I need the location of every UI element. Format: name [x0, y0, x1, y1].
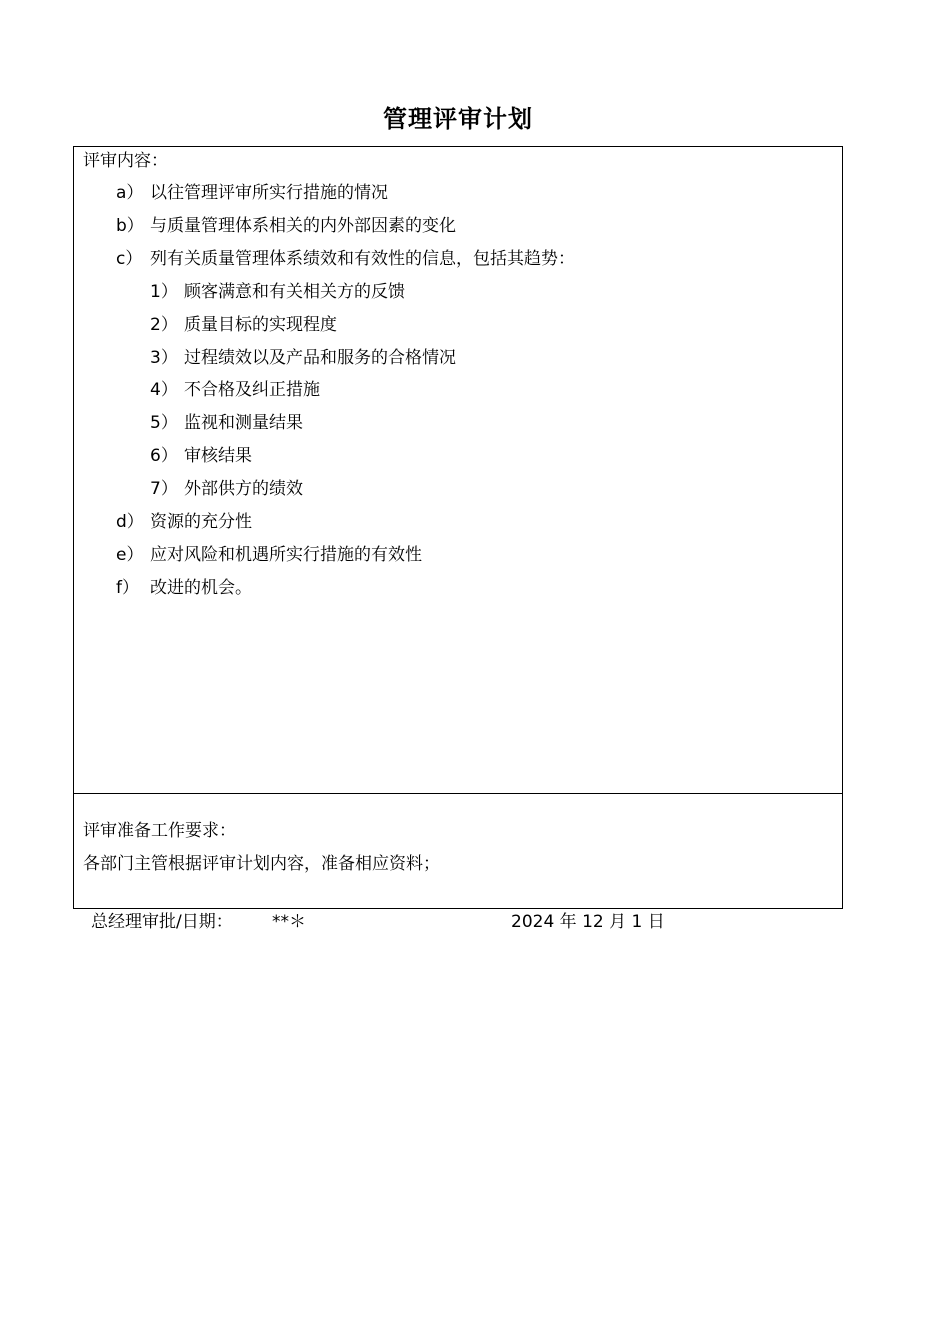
review-prep-cell — [74, 794, 842, 908]
list-item-text: 外部供方的绩效 — [184, 479, 303, 499]
list-item — [116, 542, 422, 568]
list-marker: 6） — [150, 446, 178, 466]
list-marker: d） — [116, 512, 144, 532]
review-prep-heading: 评审准备工作要求： — [83, 821, 236, 841]
list-item-text: 列有关质量管理体系绩效和有效性的信息，包括其趋势： — [150, 249, 575, 269]
review-plan-table — [73, 146, 843, 909]
list-item-text: 监视和测量结果 — [184, 413, 303, 433]
list-marker: b） — [116, 216, 144, 236]
list-marker: 2） — [150, 315, 178, 335]
list-item-text: 不合格及纠正措施 — [184, 380, 320, 400]
list-marker: 7） — [150, 479, 178, 499]
list-marker: 4） — [150, 380, 178, 400]
review-content-cell — [74, 147, 842, 794]
list-marker: f） — [116, 578, 139, 598]
approval-date: 2024 年 12 月 1 日 — [511, 912, 665, 932]
list-item-text: 顾客满意和有关相关方的反馈 — [184, 282, 405, 302]
list-marker: c） — [116, 249, 143, 269]
list-item — [116, 575, 252, 601]
list-marker: 3） — [150, 348, 178, 368]
list-marker: 5） — [150, 413, 178, 433]
list-item-text: 质量目标的实现程度 — [184, 315, 337, 335]
page-title: 管理评审计划 — [383, 105, 533, 133]
sub-list-item — [150, 279, 405, 305]
sub-list-item — [150, 476, 303, 502]
list-item-text: 以往管理评审所实行措施的情况 — [150, 183, 388, 203]
list-item-text: 应对风险和机遇所实行措施的有效性 — [150, 545, 422, 565]
review-content-heading: 评审内容： — [83, 151, 168, 171]
approval-label: 总经理审批/日期： — [91, 912, 233, 932]
sub-list-item — [150, 410, 303, 436]
list-item-text: 资源的充分性 — [150, 512, 252, 532]
list-item-text: 改进的机会。 — [150, 578, 252, 598]
list-marker: 1） — [150, 282, 178, 302]
approval-footer — [91, 908, 841, 936]
list-item — [116, 246, 575, 272]
sub-list-item — [150, 377, 320, 403]
list-item-text: 过程绩效以及产品和服务的合格情况 — [184, 348, 456, 368]
list-item — [116, 509, 252, 535]
list-item-text: 审核结果 — [184, 446, 252, 466]
list-item — [116, 180, 388, 206]
sub-list-item — [150, 345, 456, 371]
approver-signature: **＊ — [272, 912, 306, 932]
list-marker: e） — [116, 545, 144, 565]
review-prep-body: 各部门主管根据评审计划内容，准备相应资料； — [83, 854, 440, 874]
sub-list-item — [150, 312, 337, 338]
list-marker: a） — [116, 183, 144, 203]
list-item-text: 与质量管理体系相关的内外部因素的变化 — [150, 216, 456, 236]
sub-list-item — [150, 443, 252, 469]
list-item — [116, 213, 456, 239]
